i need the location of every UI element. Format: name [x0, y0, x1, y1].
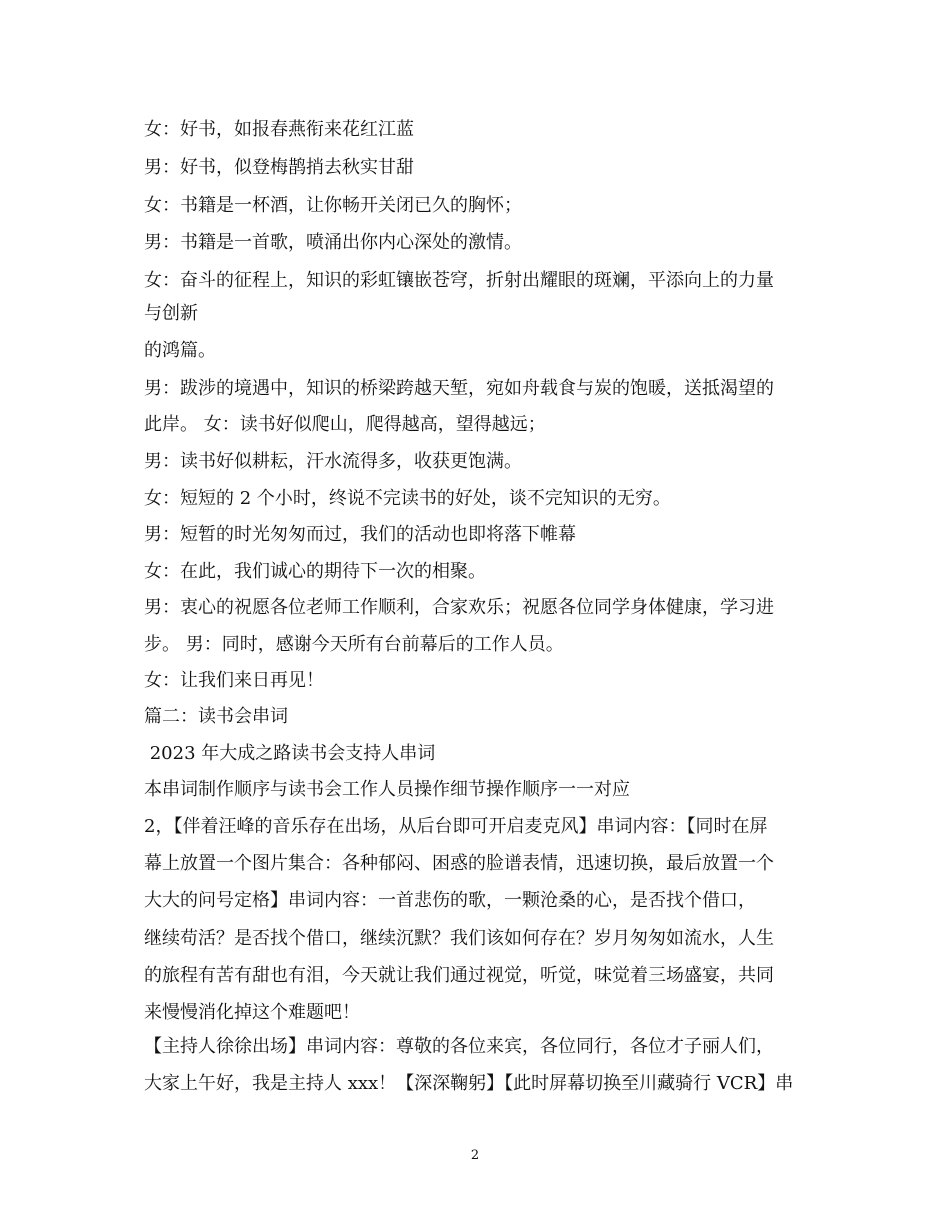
text-line: 女：短短的 2 个小时，终说不完读书的好处，谈不完知识的无穷。 [144, 488, 671, 509]
text-line: 大家上午好，我是主持人 xxx！【深深鞠躬】【此时屏幕切换至川藏骑行 VCR】串 [144, 1073, 794, 1094]
text-line: 男：好书，似登梅鹊捎去秋实甘甜 [144, 157, 414, 178]
text-line: 男：跋涉的境遇中，知识的桥梁跨越天堑，宛如舟载食与炭的饱暖，送抵渴望的 [144, 378, 774, 399]
document-subtitle: 2023 年大成之路读书会支持人串词 [144, 743, 436, 764]
text-line: 女：让我们来日再见！ [144, 670, 324, 691]
text-line: 男：短暂的时光匆匆而过，我们的活动也即将落下帷幕 [144, 524, 576, 545]
text-line: 男：书籍是一首歌，喷涌出你内心深处的激情。 [144, 232, 522, 253]
text-line: 大大的问号定格】串词内容：一首悲伤的歌，一颗沧桑的心，是否找个借口， [144, 890, 756, 911]
text-line: 男：衷心的祝愿各位老师工作顺利，合家欢乐；祝愿各位同学身体健康，学习进 [144, 597, 774, 618]
text-line: 【主持人徐徐出场】串词内容：尊敬的各位来宾，各位同行，各位才子丽人们， [144, 1036, 774, 1057]
text-line: 本串词制作顺序与读书会工作人员操作细节操作顺序一一对应 [144, 779, 630, 800]
text-line: 幕上放置一个图片集合：各种郁闷、困惑的脸谱表情，迅速切换，最后放置一个 [144, 853, 774, 874]
text-line: 女：奋斗的征程上，知识的彩虹镶嵌苍穹，折射出耀眼的斑斓，平添向上的力量 [144, 270, 774, 291]
text-line: 继续苟活？是否找个借口，继续沉默？我们该如何存在？岁月匆匆如流水，人生 [144, 928, 774, 949]
text-line: 女：书籍是一杯酒，让你畅开关闭已久的胸怀； [144, 195, 522, 216]
section-heading: 篇二：读书会串词 [144, 706, 288, 727]
text-line: 来慢慢消化掉这个难题吧！ [144, 1002, 360, 1023]
text-line: 2，【伴着汪峰的音乐存在出场，从后台即可开启麦克风】串词内容：【同时在屏 [144, 816, 768, 837]
text-line: 步。 男：同时，感谢今天所有台前幕后的工作人员。 [144, 634, 564, 655]
text-line: 的旅程有苦有甜也有泪，今天就让我们通过视觉，听觉，味觉着三场盛宴，共同 [144, 965, 774, 986]
text-line: 的鸿篇。 [144, 340, 216, 361]
page-number: 2 [470, 1148, 480, 1163]
text-line: 女：在此，我们诚心的期待下一次的相聚。 [144, 561, 486, 582]
text-line: 女：好书，如报春燕衔来花红江蓝 [144, 119, 414, 140]
text-line: 男：读书好似耕耘，汗水流得多，收获更饱满。 [144, 451, 522, 472]
text-line: 此岸。 女：读书好似爬山，爬得越高，望得越远； [144, 414, 546, 435]
text-line: 与创新 [144, 303, 198, 324]
